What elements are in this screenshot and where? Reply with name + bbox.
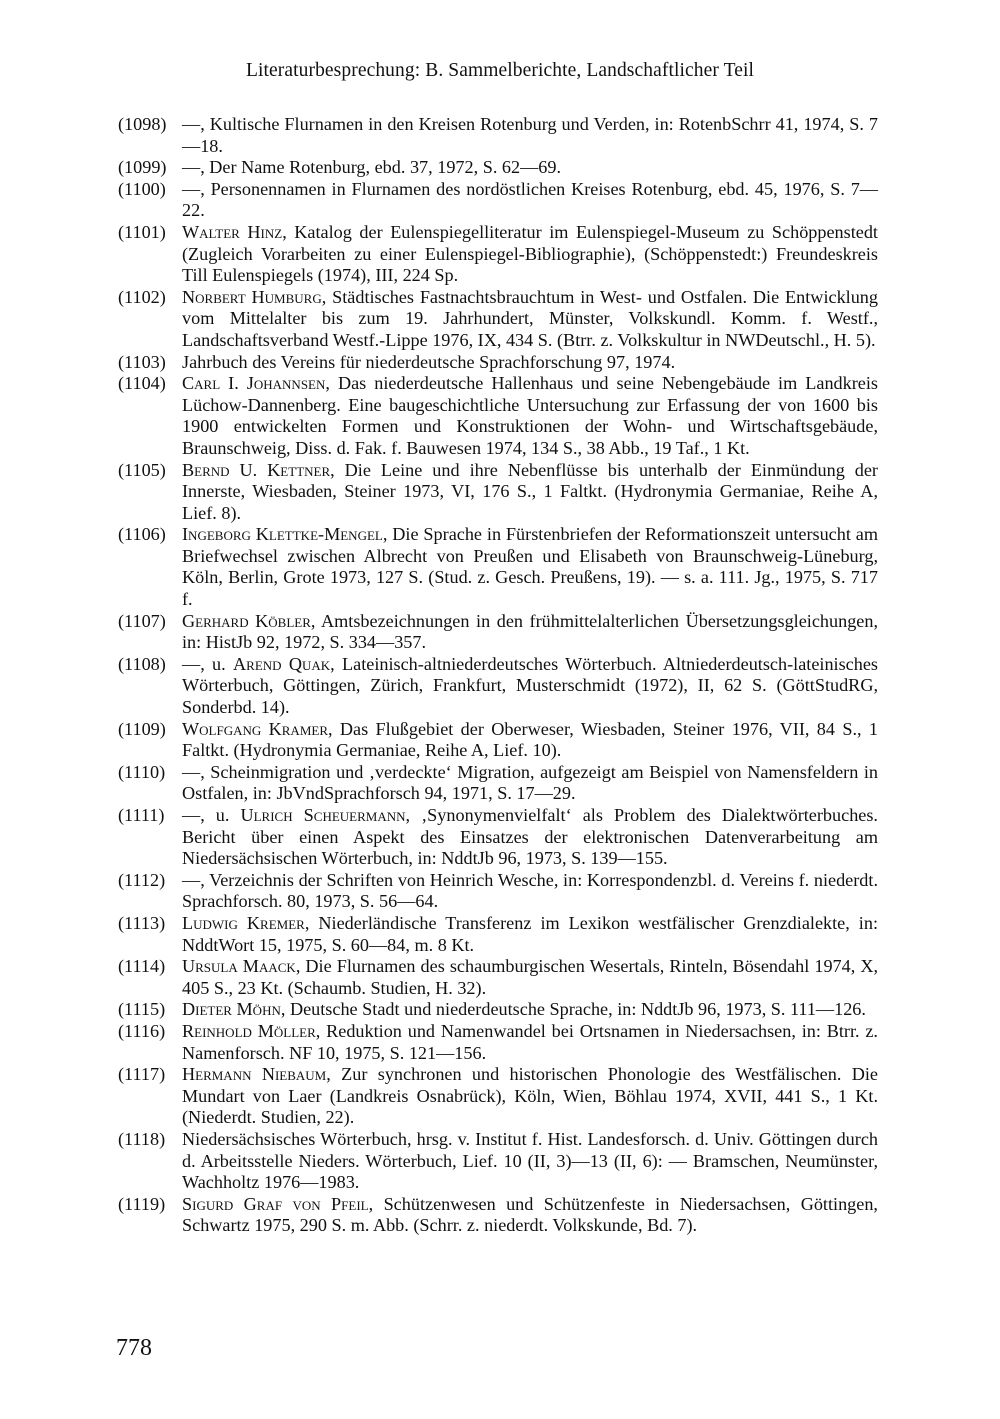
page-number: 778	[116, 1335, 152, 1361]
entry-number: (1103)	[118, 351, 166, 372]
entry-body: , Reduktion und Namenwandel bei Ortsnamen in Niedersachsen, in: Btrr. z. Namenforsch. NF 10, 1975, S. 121—156.	[182, 1020, 878, 1063]
entry-body: —, Kultische Flurnamen in den Kreisen Rotenburg und Verden, in: RotenbSchrr 41, 1974, S. 7—18.	[182, 114, 878, 156]
bibliography-entry	[118, 1194, 878, 1237]
entry-author: Ursula Maack	[182, 956, 296, 977]
entry-author: Norbert Humburg	[182, 286, 322, 307]
bibliography-entry	[118, 913, 878, 956]
entry-number: (1118)	[118, 1128, 166, 1149]
entry-number: (1105)	[118, 459, 166, 480]
entry-text	[182, 222, 878, 287]
entry-body: , Das niederdeutsche Hallenhaus und seine Nebengebäude im Landkreis Lüchow-Dannenberg. Eine baugeschichtliche Untersuchung zur Erfassung der von 1600 bis 1900 entwickelten Formen und Konstruktionen der Wohn- und Wirtschaftsgebäude, Braunschweig, Diss. d. Fak. f. Bauwesen 1974, 134 S., 38 Abb., 19 Taf., 1 Kt.	[182, 373, 879, 458]
bibliography-entry	[118, 1064, 878, 1129]
bibliography-entry	[118, 654, 878, 719]
entry-number: (1119)	[118, 1193, 166, 1214]
bibliography-entry	[118, 1021, 878, 1064]
entry-number: (1113)	[118, 912, 166, 933]
entry-body: , Schützenwesen und Schützenfeste in Niedersachsen, Göttingen, Schwartz 1975, 290 S. m. Abb. (Schrr. z. niederdt. Volkskunde, Bd. 7).	[182, 1193, 878, 1236]
entry-prefix: —, u.	[182, 805, 241, 825]
bibliography-entry	[118, 287, 878, 352]
entry-text	[182, 114, 878, 157]
entry-number: (1102)	[118, 286, 166, 307]
entry-text	[182, 460, 878, 525]
entry-number: (1116)	[118, 1020, 166, 1041]
bibliography-entry	[118, 1129, 878, 1194]
entry-body: , Die Leine und ihre Nebenflüsse bis unterhalb der Einmündung der Innerste, Wiesbaden, Steiner 1973, VI, 176 S., 1 Faltkt. (Hydronymia Germaniae, Reihe A, Lief. 8).	[182, 459, 878, 523]
bibliography-entry	[118, 719, 878, 762]
entry-body: , Die Sprache in Fürstenbriefen der Reformationszeit untersucht am Briefwechsel zwischen Albrecht von Preußen und Elisabeth von Braunschweig-Lüneburg, Köln, Berlin, Grote 1973, 127 S. (Stud. z. Gesch. Preußens, 19). — s. a. 111. Jg., 1975, S. 717 f.	[182, 524, 879, 610]
running-header: Literaturbesprechung: B. Sammelberichte, Landschaftlicher Teil	[245, 60, 755, 81]
entry-number: (1111)	[118, 805, 165, 825]
entry-author: Bernd U. Kettner	[182, 459, 331, 480]
entry-number: (1117)	[118, 1064, 166, 1085]
bibliography-entry	[118, 352, 878, 374]
entry-body: , ‚Synonymenvielfalt‘ als Problem des Dialektwörterbuches. Bericht über einen Aspekt des Einsatzes der elektronischen Datenverarbeitung am Niedersächsischen Wörterbuch, in: NddtJb 96, 1973, S. 139—155.	[182, 805, 878, 869]
entry-number: (1115)	[118, 999, 166, 1020]
bibliography-entry	[118, 805, 878, 870]
entry-author: Walter Hinz	[182, 221, 283, 242]
entry-number: (1098)	[118, 114, 167, 134]
entry-body: , Katalog der Eulenspiegelliteratur im Eulenspiegel-Museum zu Schöppenstedt (Zugleich Vorarbeiten zu einer Eulenspiegel-Bibliographie), (Schöppenstedt:) Freundeskreis Till Eulenspiegels (1974), III, 224 Sp.	[182, 221, 878, 286]
entry-author: Reinhold Möller	[182, 1020, 316, 1041]
entry-prefix: —, u.	[182, 653, 234, 674]
entry-body: , Städtisches Fastnachtsbrauchtum in West- und Ostfalen. Die Entwicklung vom Mittelalter bis zum 19. Jahrhundert, Münster, Volkskundl. Komm. f. Westf., Landschaftsverband Westf.-Lippe 1976, IX, 434 S. (Btrr. z. Volkskultur in NWDeutschl., H. 5).	[182, 286, 878, 350]
entry-text	[182, 913, 878, 956]
bibliography-list	[118, 114, 878, 1237]
bibliography-entry	[118, 762, 878, 805]
entry-text	[182, 1194, 878, 1237]
entry-text	[182, 999, 878, 1021]
entry-number: (1109)	[118, 718, 166, 739]
entry-text	[182, 719, 878, 762]
entry-text	[182, 654, 878, 719]
entry-body: Jahrbuch des Vereins für niederdeutsche Sprachforschung 97, 1974.	[182, 351, 676, 372]
bibliography-entry	[118, 114, 878, 157]
bibliography-entry	[118, 373, 878, 459]
entry-author: Hermann Niebaum	[182, 1064, 327, 1085]
bibliography-entry	[118, 179, 878, 222]
entry-text	[182, 611, 878, 654]
entry-body: —, Verzeichnis der Schriften von Heinrich Wesche, in: Korrespondenzbl. d. Vereins f. niederdt. Sprachforsch. 80, 1973, S. 56—64.	[182, 869, 878, 912]
entry-body: , Deutsche Stadt und niederdeutsche Sprache, in: NddtJb 96, 1973, S. 111—126.	[280, 999, 866, 1020]
bibliography-entry	[118, 222, 878, 287]
entry-author: Ingeborg Klettke-Mengel	[182, 524, 383, 545]
entry-text	[182, 287, 878, 352]
entry-author: Ludwig Kremer	[182, 912, 305, 933]
bibliography-entry	[118, 460, 878, 525]
entry-author: Carl I. Johannsen	[182, 373, 326, 394]
bibliography-entry	[118, 611, 878, 654]
entry-text	[182, 352, 878, 374]
bibliography-entry	[118, 870, 878, 913]
entry-text	[182, 157, 878, 179]
entry-number: (1101)	[118, 221, 166, 242]
entry-body: , Amtsbezeichnungen in den frühmittelalterlichen Übersetzungsgleichungen, in: HistJb 92, 1972, S. 334—357.	[182, 610, 879, 653]
entry-number: (1114)	[118, 956, 166, 977]
entry-text	[182, 805, 878, 870]
entry-number: (1108)	[118, 653, 166, 674]
entry-number: (1099)	[118, 157, 167, 178]
bibliography-entry	[118, 956, 878, 999]
entry-text	[182, 524, 878, 610]
entry-text	[182, 179, 878, 222]
entry-number: (1104)	[118, 373, 166, 394]
entry-number: (1106)	[118, 524, 166, 545]
bibliography-entry	[118, 524, 878, 610]
entry-author: Wolfgang Kramer	[182, 718, 328, 739]
entry-body: —, Der Name Rotenburg, ebd. 37, 1972, S. 62—69.	[182, 157, 562, 178]
entry-author: Gerhard Köbler	[182, 610, 311, 631]
entry-body: , Das Flußgebiet der Oberweser, Wiesbaden, Steiner 1976, VII, 84 S., 1 Faltkt. (Hydronymia Germaniae, Reihe A, Lief. 10).	[182, 718, 878, 761]
entry-body: , Niederländische Transferenz im Lexikon westfälischer Grenzdialekte, in: NddtWort 15, 1975, S. 60—84, m. 8 Kt.	[182, 912, 878, 955]
entry-number: (1100)	[118, 178, 166, 199]
entry-body: , Die Flurnamen des schaumburgischen Wesertals, Rinteln, Bösendahl 1974, X, 405 S., 23 Kt. (Schaumb. Studien, H. 32).	[182, 956, 879, 998]
entry-number: (1107)	[118, 610, 166, 631]
entry-body: , Lateinisch-altniederdeutsches Wörterbuch. Altniederdeutsch-lateinisches Wörterbuch, Göttingen, Zürich, Frankfurt, Musterschmidt (1972), II, 62 S. (GöttStudRG, Sonderbd. 14).	[182, 653, 878, 718]
entry-author: Dieter Möhn	[182, 999, 281, 1020]
entry-text	[182, 870, 878, 913]
entry-body: —, Personennamen in Flurnamen des nordöstlichen Kreises Rotenburg, ebd. 45, 1976, S. 7—22.	[182, 178, 878, 221]
entry-coauthor: Ulrich Scheuermann	[240, 805, 406, 825]
entry-body: —, Scheinmigration und ‚verdeckte‘ Migration, aufgezeigt am Beispiel von Namensfeldern in Ostfalen, in: JbVndSprachforsch 94, 1971, S. 17—29.	[182, 761, 878, 804]
entry-body: Niedersächsisches Wörterbuch, hrsg. v. Institut f. Hist. Landesforsch. d. Univ. Göttingen durch d. Arbeitsstelle Nieders. Wörterbuch, Lief. 10 (II, 3)—13 (II, 6): — Bramschen, Neumünster, Wachholtz 1976—1983.	[182, 1128, 878, 1193]
entry-text	[182, 1021, 878, 1064]
entry-number: (1112)	[118, 869, 166, 890]
entry-text	[182, 1129, 878, 1194]
bibliography-entry	[118, 999, 878, 1021]
entry-body: , Zur synchronen und historischen Phonologie des Westfälischen. Die Mundart von Laer (Landkreis Osnabrück), Köln, Wien, Böhlau 1974, XVII, 441 S., 1 Kt. (Niederdt. Studien, 22).	[182, 1064, 878, 1128]
entry-coauthor: Arend Quak	[233, 653, 331, 674]
entry-text	[182, 1064, 878, 1129]
entry-text	[182, 373, 878, 459]
entry-text	[182, 762, 878, 805]
entry-number: (1110)	[118, 761, 166, 782]
bibliography-entry	[118, 157, 878, 179]
entry-author: Sigurd Graf von Pfeil	[182, 1193, 369, 1214]
entry-text	[182, 956, 878, 999]
